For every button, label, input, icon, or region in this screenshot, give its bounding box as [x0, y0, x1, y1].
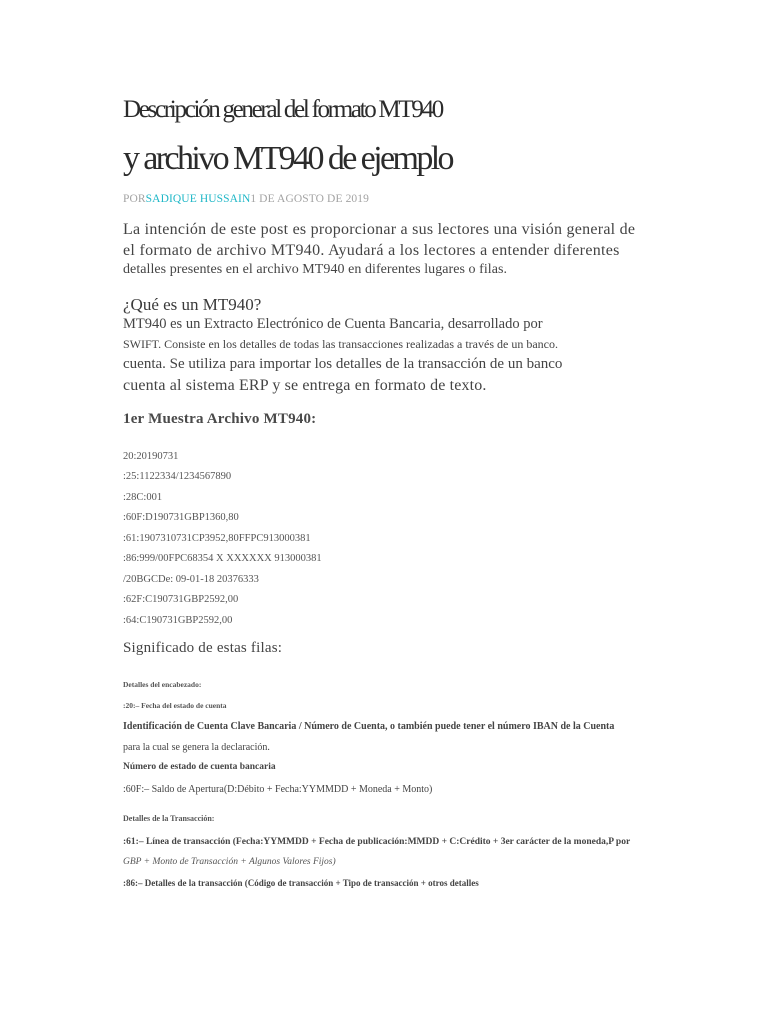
header-details-title: Detalles del encabezado: [123, 680, 202, 689]
sample-line: :62F:C190731GBP2592,00 [123, 594, 239, 605]
sample-line: :25:1122334/1234567890 [123, 471, 232, 482]
what-body-line-1: MT940 es un Extracto Electrónico de Cuenta Bancaria, desarrollado por [123, 316, 543, 332]
field-60-description: :60F:– Saldo de Apertura(D:Débito + Fecha:YYMMDD + Moneda + Monto) [123, 784, 433, 795]
what-body-line-2: SWIFT. Consiste en los detalles de todas las transacciones realizadas a través de un banco. [123, 337, 558, 351]
field-25-continuation: para la cual se genera la declaración. [123, 742, 270, 753]
article-title-line-2: y archivo MT940 de ejemplo [123, 140, 452, 177]
transaction-details-title: Detalles de la Transacción: [123, 814, 215, 823]
field-25-description: Identificación de Cuenta Clave Bancaria / Número de Cuenta, o también puede tener el número IBAN de la Cuenta [123, 721, 615, 732]
intro-line-3: detalles presentes en el archivo MT940 en diferentes lugares o filas. [123, 262, 508, 277]
what-heading: ¿Qué es un MT940? [123, 295, 262, 314]
sample-line: :61:1907310731CP3952,80FFPC913000381 [123, 533, 311, 544]
field-28-description: Número de estado de cuenta bancaria [123, 762, 276, 772]
sample-line: :60F:D190731GBP1360,80 [123, 512, 239, 523]
field-86-description: :86:– Detalles de la transacción (Código de transacción + Tipo de transacción + otros detalles [123, 878, 479, 888]
sample-line: :86:999/00FPC68354 X XXXXXX 913000381 [123, 553, 322, 564]
sample-heading: 1er Muestra Archivo MT940: [123, 411, 317, 427]
what-body-line-3: cuenta. Se utiliza para importar los detalles de la transacción de un banco [123, 356, 563, 372]
intro-line-2: el formato de archivo MT940. Ayudará a los lectores a entender diferentes [123, 242, 620, 259]
sample-line: /20BGCDe: 09-01-18 20376333 [123, 574, 259, 585]
sample-line: 20:20190731 [123, 451, 179, 462]
byline-prefix: POR [123, 193, 146, 205]
article-title-line-1: Descripción general del formato MT940 [123, 96, 442, 123]
field-61-continuation: GBP + Monto de Transacción + Algunos Valores Fijos) [123, 857, 336, 867]
sample-line: :64:C190731GBP2592,00 [123, 615, 233, 626]
sample-line: :28C:001 [123, 492, 163, 503]
rows-heading: Significado de estas filas: [123, 640, 283, 656]
author-link[interactable]: SADIQUE HUSSAIN [145, 193, 251, 205]
what-body-line-4: cuenta al sistema ERP y se entrega en formato de texto. [123, 377, 487, 394]
field-20-description: :20:– Fecha del estado de cuenta [123, 701, 227, 710]
publish-date: 1 DE AGOSTO DE 2019 [250, 193, 369, 205]
intro-line-1: La intención de este post es proporcionar a sus lectores una visión general de [123, 221, 636, 238]
byline [123, 193, 369, 205]
field-61-description: :61:– Línea de transacción (Fecha:YYMMDD + Fecha de publicación:MMDD + C:Crédito + 3er carácter de la moneda,P por [123, 837, 631, 847]
